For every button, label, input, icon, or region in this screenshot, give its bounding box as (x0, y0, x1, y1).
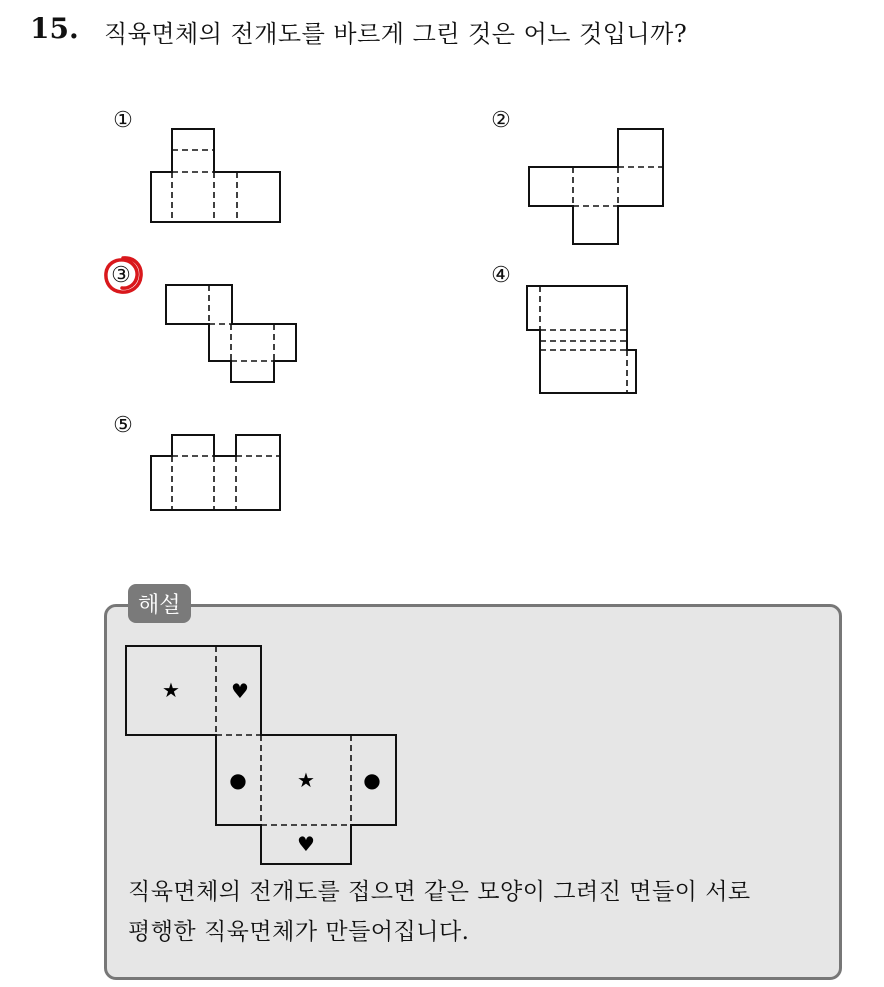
explanation-line-1: 직육면체의 전개도를 접으면 같은 모양이 그려진 면들이 서로 (128, 879, 751, 905)
choice-1-marker[interactable]: ① (113, 108, 133, 133)
explanation-tag: 해설 (128, 584, 191, 623)
explanation-line-2: 평행한 직육면체가 만들어집니다. (128, 919, 470, 945)
heart-symbol: ♥ (231, 679, 249, 703)
question-text: 직육면체의 전개도를 바르게 그린 것은 어느 것입니까? (104, 20, 688, 48)
choice-1-net (150, 128, 282, 224)
choice-5-net (150, 434, 282, 512)
heart-symbol: ♥ (297, 832, 315, 856)
dot-symbol: ● (229, 768, 247, 792)
choice-3-marker[interactable]: ③ (111, 263, 131, 288)
star-symbol: ★ (297, 768, 315, 792)
dot-symbol: ● (363, 768, 381, 792)
question-number: 15. (30, 12, 79, 45)
explanation-text (128, 872, 828, 952)
star-symbol: ★ (162, 678, 180, 702)
choice-5-marker[interactable]: ⑤ (113, 413, 133, 438)
choice-3-net (165, 284, 299, 384)
answer-mark-circle (100, 252, 146, 298)
explanation-net (125, 645, 399, 867)
choice-2-net (528, 128, 666, 246)
choice-4-net (526, 285, 640, 397)
choice-4-marker[interactable]: ④ (491, 263, 511, 288)
choice-2-marker[interactable]: ② (491, 108, 511, 133)
